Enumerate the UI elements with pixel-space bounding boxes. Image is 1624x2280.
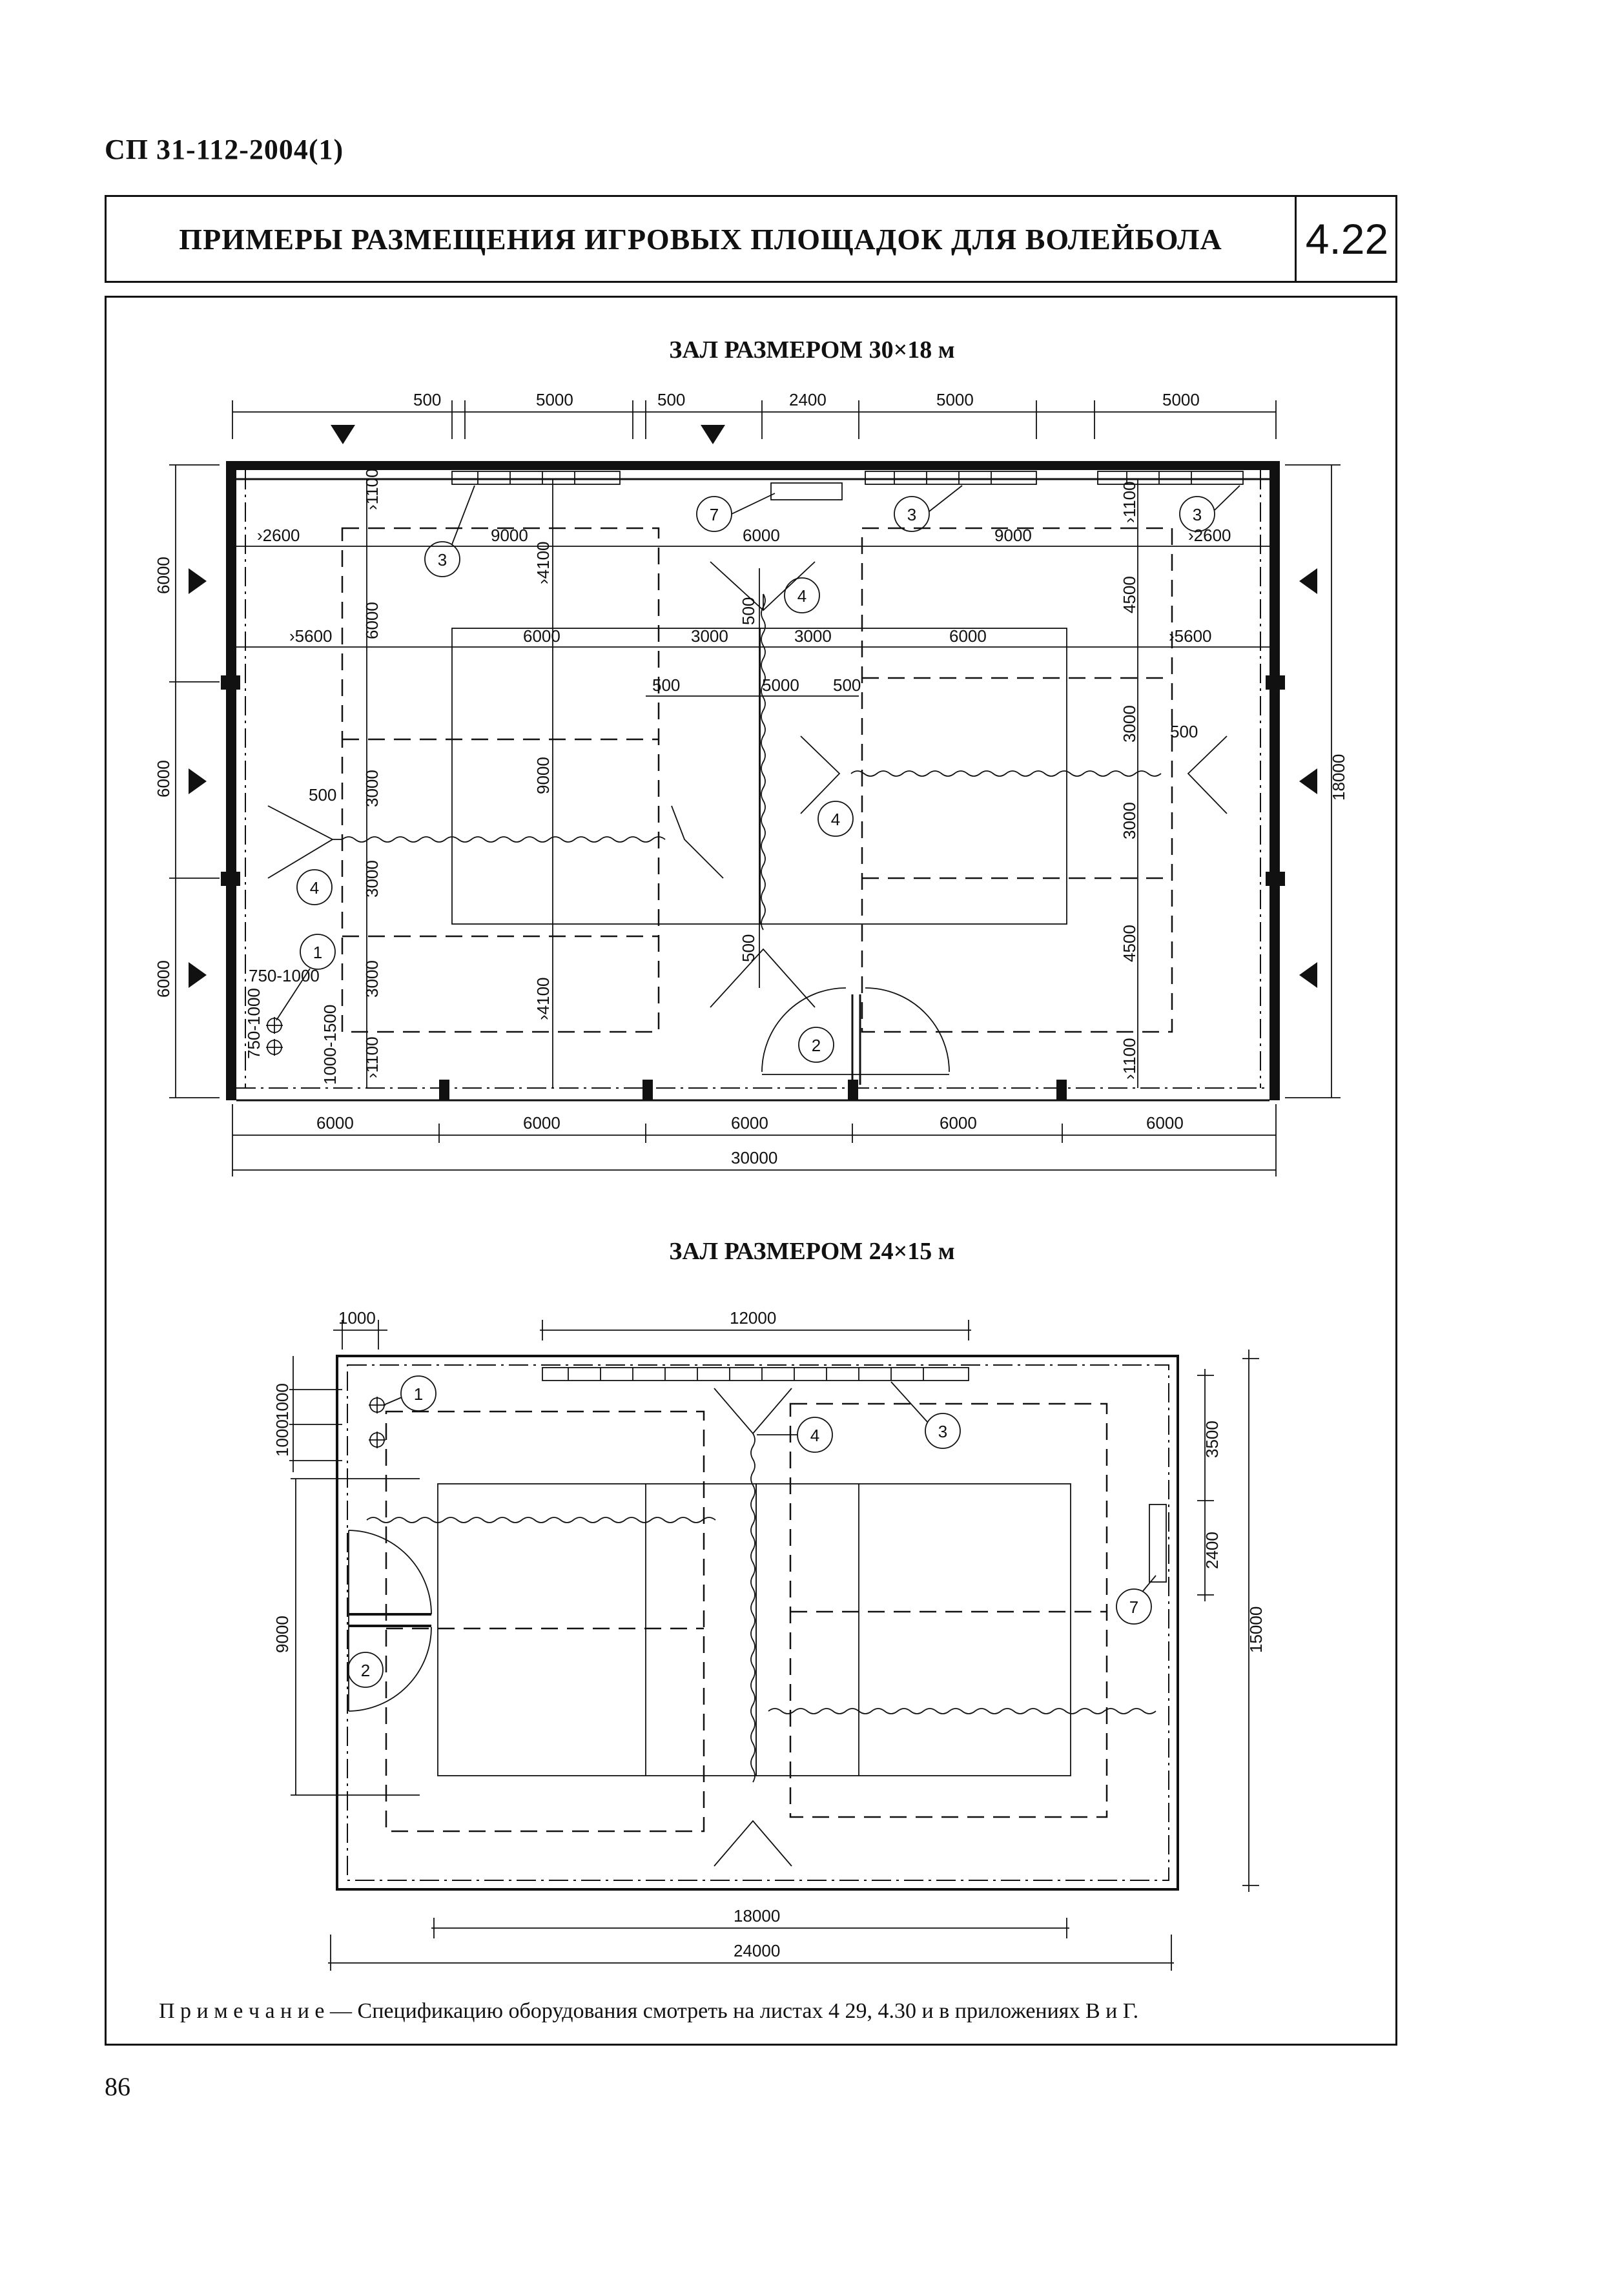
hall1-top-dim-6: 5000 (1162, 390, 1200, 409)
dim-v-3000-l2: 3000 (362, 860, 382, 898)
hall1-left-dim-3: 6000 (154, 960, 173, 998)
dim-v-3000-l3: 3000 (362, 960, 382, 998)
hall2-right-dimensions (1197, 1350, 1266, 1892)
hall2-bottom-dim-18000: 18000 (734, 1906, 781, 1926)
callout-1: 1 (313, 943, 323, 962)
hall2-radiators (542, 1368, 969, 1381)
dim-v-750-1000: 750-1000 (244, 988, 263, 1059)
hall2-nets (367, 1388, 1156, 1866)
dim-6000-top: 6000 (743, 526, 780, 545)
dim-v-4500-top: 4500 (1120, 576, 1139, 613)
hall1-bottom-dim-5: 6000 (1146, 1113, 1184, 1133)
hall1-total-width: 30000 (731, 1148, 778, 1167)
hall1-top-dim-4: 2400 (789, 390, 827, 409)
hall2-posts-1 (369, 1397, 385, 1448)
hall1-bottom-dim-3: 6000 (731, 1113, 768, 1133)
dim-500-right-post: 500 (1170, 722, 1198, 741)
callout-7: 7 (709, 505, 719, 524)
hall2-left-dim-2: 1000 (272, 1419, 292, 1457)
hall2-callout-4: 4 (810, 1426, 820, 1445)
dim-v-4100-top: ›4100 (533, 541, 553, 584)
hall2-right-dim-3500: 3500 (1202, 1421, 1222, 1458)
dim-v-1100-tl: ›1100 (362, 468, 382, 510)
hall1-bottom-dim-2: 6000 (523, 1113, 560, 1133)
dim-6000-court-left: 6000 (523, 626, 560, 646)
hall2-top-dim-12000: 12000 (730, 1308, 777, 1328)
dim-v-1100-bl: ›1100 (362, 1036, 382, 1078)
dim-v-1100-tr: ›1100 (1120, 481, 1139, 523)
dim-500-b: 500 (833, 675, 861, 695)
hall2-right-dim-2400: 2400 (1202, 1532, 1222, 1569)
dim-6000-court-right: 6000 (949, 626, 987, 646)
dim-5000-mid: 5000 (762, 675, 799, 695)
dim-750-1000: 750-1000 (249, 966, 320, 985)
hall2-callout-7: 7 (1129, 1597, 1139, 1617)
hall2-right-dim-15000: 15000 (1246, 1606, 1266, 1653)
hall2-left-dim-1: 1000 (272, 1383, 292, 1421)
callout-3-b: 3 (907, 505, 917, 524)
dim-v-9000-mid: 9000 (533, 757, 553, 794)
hall1-top-dim-3: 500 (657, 390, 686, 409)
hall2-title: ЗАЛ РАЗМЕРОМ 24×15 м (669, 1238, 955, 1265)
hall1-right-dim-total: 18000 (1329, 754, 1348, 801)
hall2-callout-2: 2 (360, 1661, 371, 1680)
hall2-callouts (348, 1376, 1156, 1687)
dim-v-1100-br: ›1100 (1120, 1038, 1139, 1080)
dim-v-3000-l1: 3000 (362, 770, 382, 807)
dim-5600-left: ›5600 (289, 626, 333, 646)
hall2-court-left (438, 1484, 756, 1776)
callout-4-center: 4 (797, 586, 807, 606)
dim-3000-a: 3000 (691, 626, 728, 646)
hall2-net-center (751, 1433, 755, 1782)
dim-v-4500-bottom: 4500 (1120, 925, 1139, 962)
hall2-walls (337, 1356, 1178, 1889)
hall1-top-dim-5: 5000 (936, 390, 974, 409)
dim-500-a: 500 (652, 675, 681, 695)
dim-2600-left: ›2600 (257, 526, 300, 545)
hall2-net-left (367, 1517, 715, 1523)
dim-5600-right: ›5600 (1169, 626, 1212, 646)
hall1-bottom-dim-4: 6000 (940, 1113, 977, 1133)
dim-3000-b: 3000 (794, 626, 832, 646)
dim-2600-right: ›2600 (1188, 526, 1231, 545)
dim-9000-left: 9000 (491, 526, 528, 545)
hall1-bottom-dim-1: 6000 (316, 1113, 354, 1133)
dim-v-1000-1500: 1000-1500 (320, 1004, 340, 1085)
hall2-top-dimensions (333, 1308, 971, 1350)
callout-2: 2 (811, 1036, 821, 1055)
hall1-left-dim-1: 6000 (154, 557, 173, 594)
hall2-door (349, 1530, 431, 1711)
hall1-top-dim-1: 500 (413, 390, 442, 409)
hall2-bottom-dim-24000: 24000 (734, 1941, 781, 1960)
hall2-left-dim-9000: 9000 (272, 1616, 292, 1653)
dim-v-3000-r2: 3000 (1120, 802, 1139, 839)
hall2-court-dashed-left (386, 1412, 704, 1831)
document-code: СП 31-112-2004(1) (105, 134, 344, 165)
hall1-left-dim-2: 6000 (154, 760, 173, 797)
dim-v-6000-left: 6000 (362, 602, 382, 639)
hall2-top-dim-1000: 1000 (338, 1308, 376, 1328)
dim-500-left-post: 500 (309, 785, 337, 805)
callout-3-c: 3 (1192, 505, 1202, 524)
callout-3-a: 3 (437, 550, 447, 570)
dim-9000-right: 9000 (994, 526, 1032, 545)
dim-v-500-bottom: 500 (739, 934, 758, 962)
hall2-courts (386, 1404, 1107, 1831)
dim-v-4100-bottom: ›4100 (533, 977, 553, 1020)
hall1-title: ЗАЛ РАЗМЕРОМ 30×18 м (669, 336, 955, 364)
sheet-number: 4.22 (1295, 197, 1397, 281)
hall2-equipment-7 (1149, 1505, 1166, 1582)
dim-v-3000-r1: 3000 (1120, 705, 1139, 743)
callout-4-right: 4 (830, 810, 841, 829)
hall2-callout-3: 3 (938, 1422, 948, 1441)
callout-4-left: 4 (309, 878, 320, 898)
dim-v-500-top: 500 (739, 597, 758, 625)
hall2-court-dashed-right (790, 1404, 1107, 1817)
hall2-court-right (756, 1484, 1071, 1776)
hall2-bottom-dimensions (328, 1906, 1174, 1971)
hall2-callout-1: 1 (413, 1384, 424, 1404)
page-title: ПРИМЕРЫ РАЗМЕЩЕНИЯ ИГРОВЫХ ПЛОЩАДОК ДЛЯ ВОЛЕЙБОЛА (179, 222, 1222, 256)
hall2-left-dimensions (272, 1356, 420, 1795)
hall1-top-dim-2: 5000 (536, 390, 573, 409)
note-text: П р и м е ч а н и е — Спецификацию оборудования смотреть на листах 4 29, 4.30 и в приложениях В и Г. (159, 1999, 1139, 2023)
hall2-net-right (768, 1709, 1156, 1714)
page-number: 86 (105, 2072, 130, 2101)
